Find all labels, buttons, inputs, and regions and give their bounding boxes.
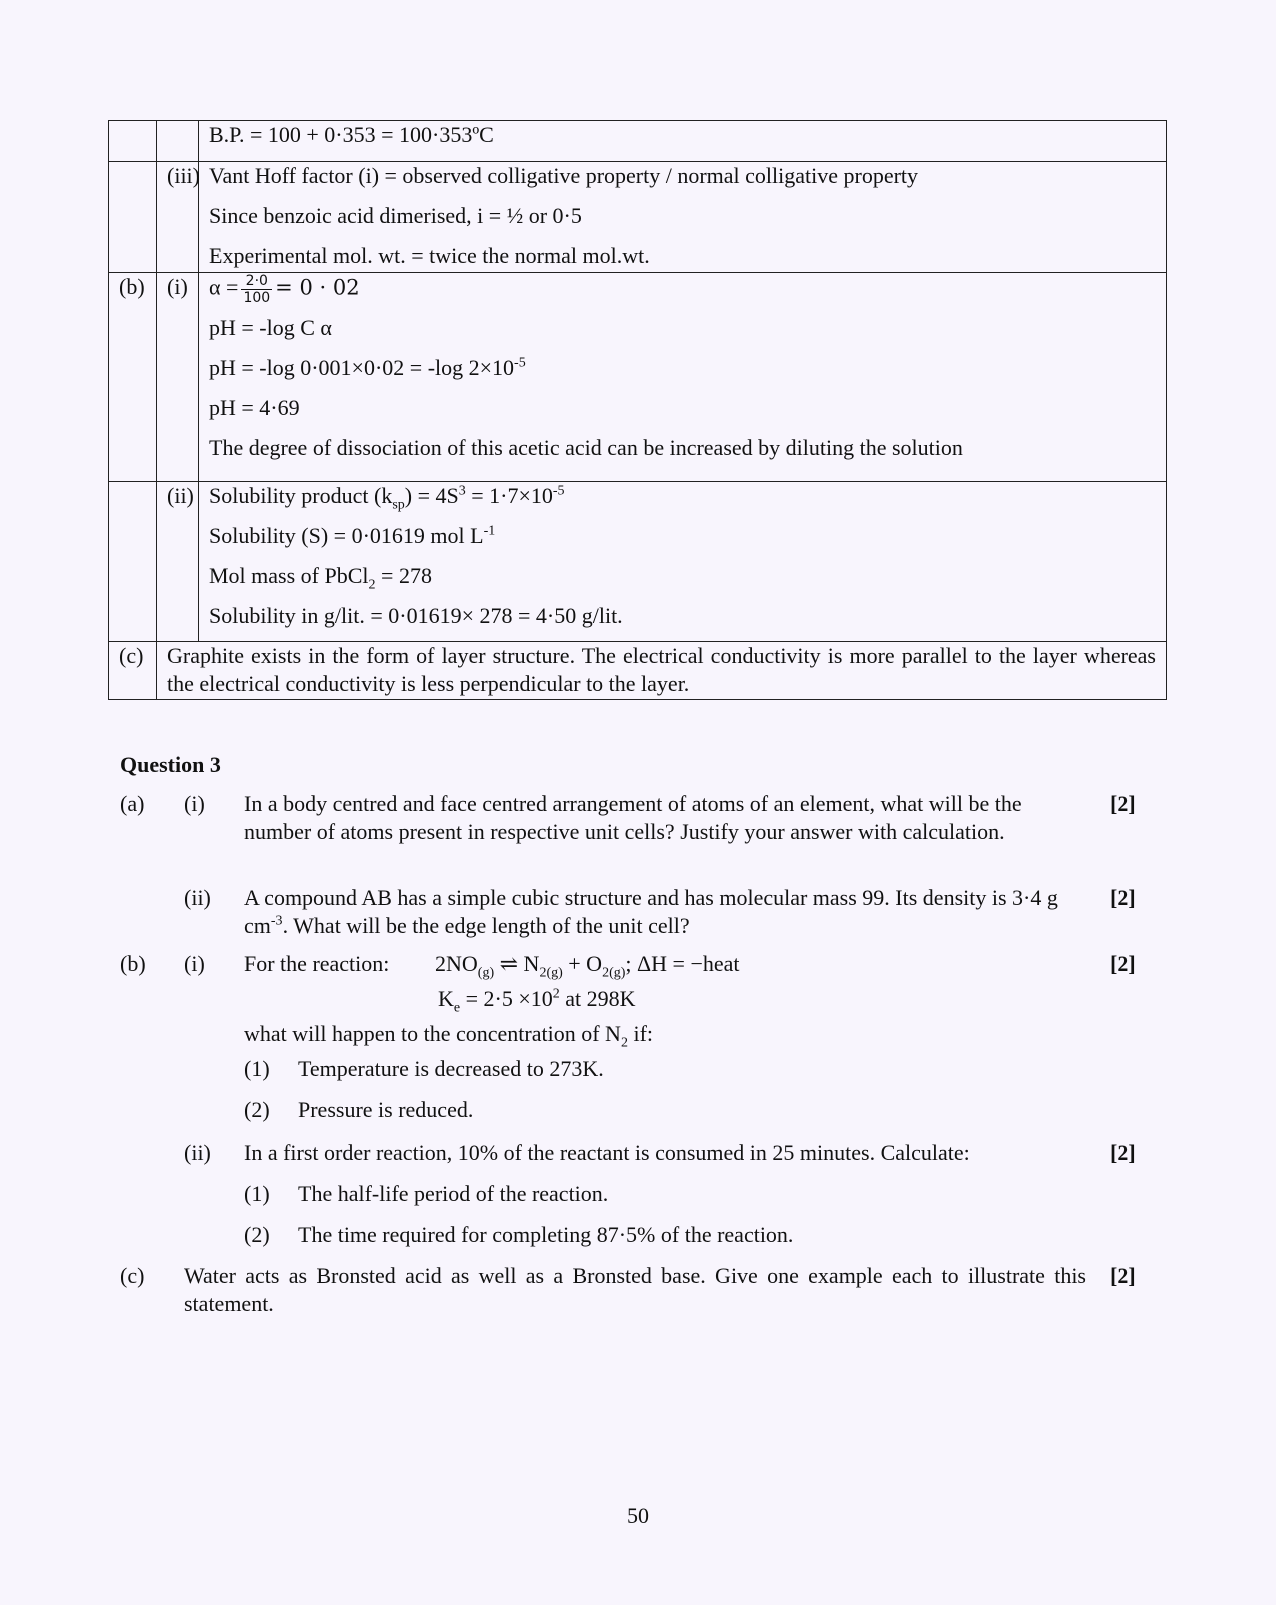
table-row-b-i — [109, 273, 1167, 482]
list-item-number: (1) — [244, 1056, 270, 1081]
mol-mass-line: Mol mass of PbCl$_2$ = 278 — [209, 563, 432, 593]
solubility-line: Solubility (S) = 0·01619 mol $L^{-1}$ — [209, 523, 496, 548]
marks-badge: [2] — [1110, 1263, 1136, 1288]
marks-badge: [2] — [1110, 791, 1136, 816]
part-label: (b) — [120, 951, 146, 976]
marks-badge: [2] — [1110, 1140, 1136, 1165]
list-item: The time required for completing 87·5% of the reaction. — [298, 1222, 794, 1247]
question-text: In a body centred and face centred arrangement of atoms of an element, what will be the number of atoms present in respective unit cells? Justify your answer with calculation. — [244, 791, 1022, 844]
list-item-number: (2) — [244, 1097, 270, 1122]
row-label: (i) — [157, 273, 199, 482]
dissociation-line: The degree of dissociation of this acetic acid can be increased by diluting the solution — [209, 435, 963, 460]
question-text: Water acts as Bronsted acid as well as a Bronsted base. Give one example each to illustrate this statement. — [184, 1263, 1086, 1316]
sub-part-label: (ii) — [184, 1140, 211, 1165]
row-label: (iii) — [157, 162, 199, 273]
bp-line: B.P. = 100 + 0·353 = 100·353ºC — [209, 122, 494, 147]
table-row-bp — [109, 121, 1167, 162]
ph-formula-line: pH = -log C α — [209, 315, 332, 340]
solubility-gpl-line: Solubility in g/lit. = 0·01619× 278 = 4·50 g/lit. — [209, 603, 623, 628]
question-heading: Question 3 — [120, 752, 221, 777]
question-text: A compound AB has a simple cubic structure and has molecular mass 99. Its density is 3·4 g $cm^{-3}$. What will be the edge length of the unit cell? — [244, 885, 1058, 938]
list-item: The half-life period of the reaction. — [298, 1181, 609, 1206]
list-item-number: (1) — [244, 1181, 270, 1206]
table-row-a-iii — [109, 162, 1167, 273]
question-text: what will happen to the concentration of $N_2$ if: — [244, 1021, 654, 1051]
answer-table — [108, 120, 1167, 700]
alpha-line: α = $\frac{2\cdot 0}{100}$ = 0 · 02 — [209, 273, 360, 306]
ksp-line: Solubility product $(k_{sp}) = 4S^3 = 1\cdot 7\times 10^{-5}$ — [209, 483, 565, 513]
list-item: Temperature is decreased to 273K. — [298, 1056, 604, 1081]
question-text: In a first order reaction, 10% of the reactant is consumed in 25 minutes. Calculate: — [244, 1140, 970, 1165]
mol-wt-line: Experimental mol. wt. = twice the normal mol.wt. — [209, 243, 650, 268]
marks-badge: [2] — [1110, 951, 1136, 976]
table-row-c — [109, 642, 1167, 700]
equilibrium-constant: $K_e = 2\cdot 5 \times 10^2$ at 298K — [438, 986, 636, 1016]
ph-calc-line: pH = -log 0·001×0·02 = -log $2\times 10^{-5}$ — [209, 355, 526, 380]
part-label: (c) — [120, 1263, 145, 1288]
part-label: (c) — [109, 642, 157, 700]
alpha-fraction: $\frac{2\cdot 0}{100}$ — [243, 273, 271, 306]
sub-part-label: (ii) — [184, 885, 211, 910]
list-item: Pressure is reduced. — [298, 1097, 474, 1122]
row-label: (ii) — [157, 482, 199, 642]
ph-result-line: pH = 4·69 — [209, 395, 300, 420]
page-number: 50 — [627, 1503, 649, 1528]
part-label: (b) — [109, 273, 157, 482]
part-label: (a) — [120, 791, 145, 816]
sub-part-label: (i) — [184, 951, 205, 976]
marks-badge: [2] — [1110, 885, 1136, 910]
reaction-equation: $2NO_{(g)}$ ⇌ $N_{2(g)} + O_{2(g)}$; ΔH = −heat — [435, 951, 740, 981]
vant-hoff-line: Vant Hoff factor (i) = observed colligative property / normal colligative property — [209, 163, 919, 188]
sub-part-label: (i) — [184, 791, 205, 816]
benzoic-line: Since benzoic acid dimerised, i = ½ or 0·5 — [209, 203, 582, 228]
table-row-b-ii — [109, 482, 1167, 642]
reaction-lead: For the reaction: — [244, 951, 390, 976]
list-item-number: (2) — [244, 1222, 270, 1247]
graphite-text: Graphite exists in the form of layer structure. The electrical conductivity is more parallel to the layer whereas the electrical conductivity is less perpendicular to the layer. — [157, 642, 1167, 700]
